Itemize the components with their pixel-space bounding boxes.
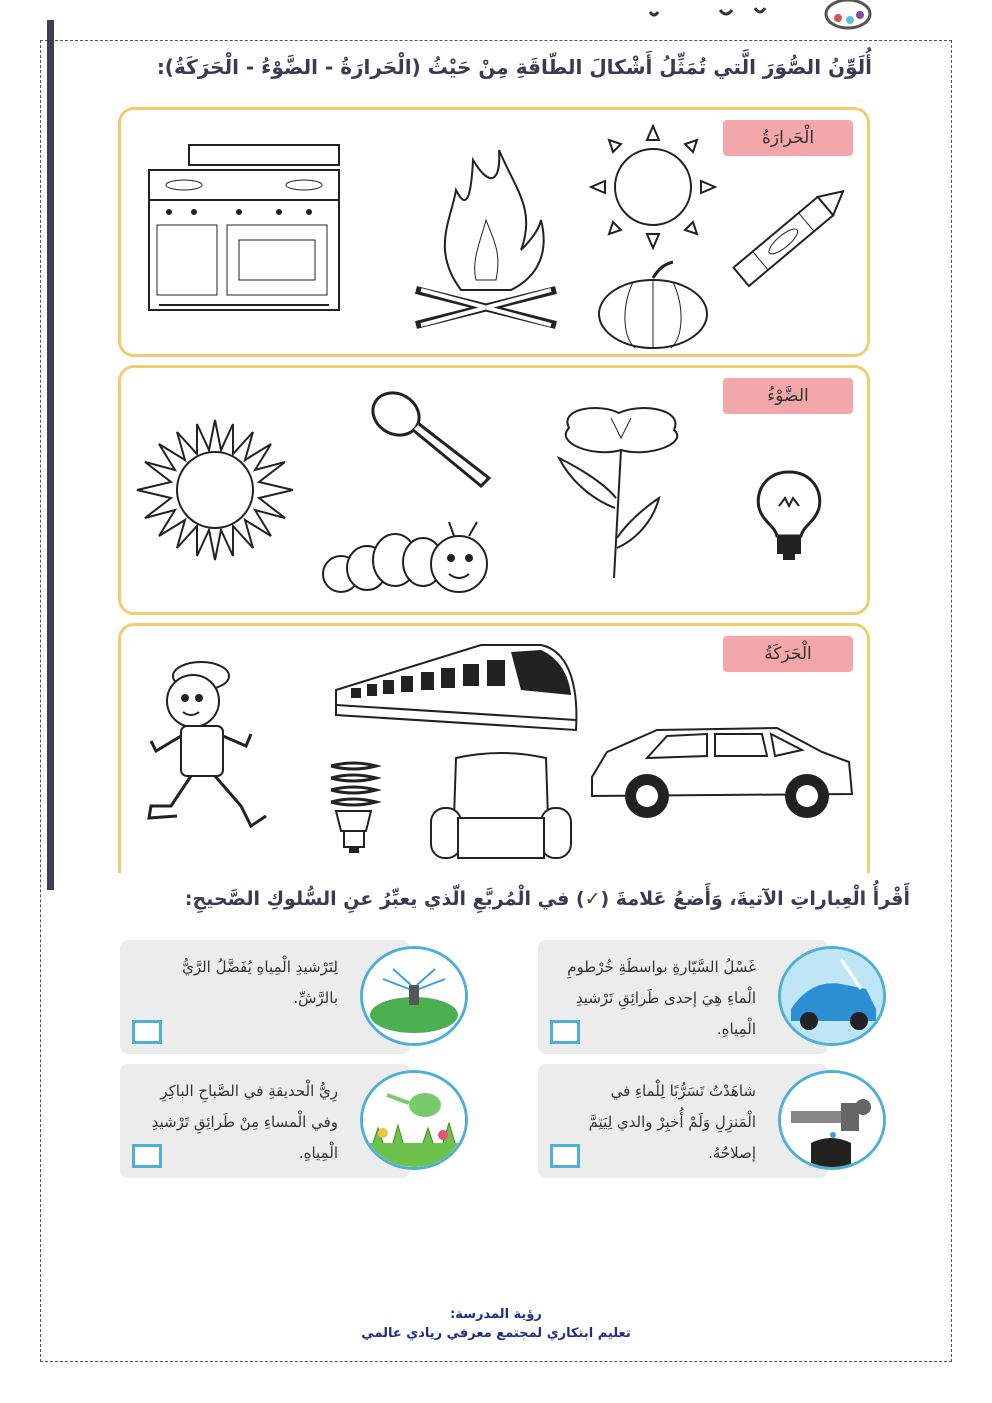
- sprinkler-icon: [360, 946, 468, 1046]
- header-fragment: [580, 0, 880, 30]
- footer-motto: تعليم ابتكاري لمجتمع معرفي ريادي عالمي: [361, 1326, 631, 1341]
- lightbulb-icon[interactable]: [749, 468, 829, 563]
- section2-title: أَقْرأُ الْعِباراتِ الآتيةَ، وَأَضعُ عَلامةَ (✓) في الْمُربَّعِ الّذي يعبِّرُ عنِ السُّلوكِ الصَّحيحِ:: [184, 888, 910, 910]
- statement-text: غَسْلُ السَّيّارةِ بواسطَةِ خُرْطومِ الْماءِ هِيَ إحدى طَرائِقِ تَرْشيدِ الْمِياهِ.: [567, 958, 756, 1038]
- answer-checkbox[interactable]: [550, 1020, 580, 1044]
- statement-card: [120, 940, 410, 1054]
- left-margin-bar: [47, 20, 54, 890]
- pumpkin-icon[interactable]: [593, 258, 713, 350]
- answer-checkbox[interactable]: [550, 1144, 580, 1168]
- stove-icon[interactable]: [139, 140, 349, 320]
- motion-panel: [118, 623, 870, 873]
- heat-label: الْحَرارَةُ: [723, 120, 853, 156]
- heat-panel: [118, 107, 870, 357]
- armchair-icon[interactable]: [426, 748, 576, 870]
- answer-checkbox[interactable]: [132, 1144, 162, 1168]
- campfire-icon[interactable]: [401, 140, 571, 335]
- footer-heading: رؤية المدرسة:: [450, 1307, 542, 1322]
- light-panel: [118, 365, 870, 615]
- car-wash-icon: [778, 946, 886, 1046]
- motion-label: الْحَرَكَةُ: [723, 636, 853, 672]
- sun-icon[interactable]: [583, 122, 723, 252]
- school-vision-footer: [0, 1305, 992, 1343]
- statement-text: لِتَرْشيدِ الْمِياهِ يُفَضَّلُ الرَّيُّ بالرَّشِّ.: [182, 958, 338, 1007]
- section1-title: أُلَوِّنُ الصُّوَرَ الَّتي تُمَثِّلُ أَشْكالَ الطّاقَةِ مِنْ حَيْثُ (الْحَرارَةُ - الضَّوْءُ - الْحَرَكَةُ):: [156, 55, 872, 79]
- leaking-tap-icon: [778, 1070, 886, 1170]
- running-boy-icon[interactable]: [141, 656, 281, 846]
- light-label: الضَّوْءُ: [723, 378, 853, 414]
- car-icon[interactable]: [587, 722, 857, 822]
- statement-text: شاهَدْتُ تَسَرُّبًا لِلْماءِ في الْمَنزِلِ وَلَمْ أُخبِرْ والدي لِيَتِمَّ إصلاحُهُ.: [588, 1082, 756, 1162]
- spoon-icon[interactable]: [361, 386, 501, 496]
- statement-text: رِيُّ الْحديقةِ في الصَّباحِ الباكِرِ وفي الْمساءِ مِنْ طَرائِقِ تَرْشيدِ الْمِياهِ.: [151, 1082, 338, 1162]
- statement-card: [120, 1064, 410, 1178]
- cfl-bulb-icon[interactable]: [316, 756, 391, 856]
- flower-icon[interactable]: [549, 398, 694, 588]
- crayon-icon[interactable]: [721, 175, 861, 295]
- watering-can-icon: [360, 1070, 468, 1170]
- caterpillar-icon[interactable]: [319, 518, 499, 598]
- statement-card: [538, 1064, 828, 1178]
- train-icon[interactable]: [331, 640, 581, 740]
- sun-icon[interactable]: [133, 418, 298, 563]
- answer-checkbox[interactable]: [132, 1020, 162, 1044]
- statement-card: [538, 940, 828, 1054]
